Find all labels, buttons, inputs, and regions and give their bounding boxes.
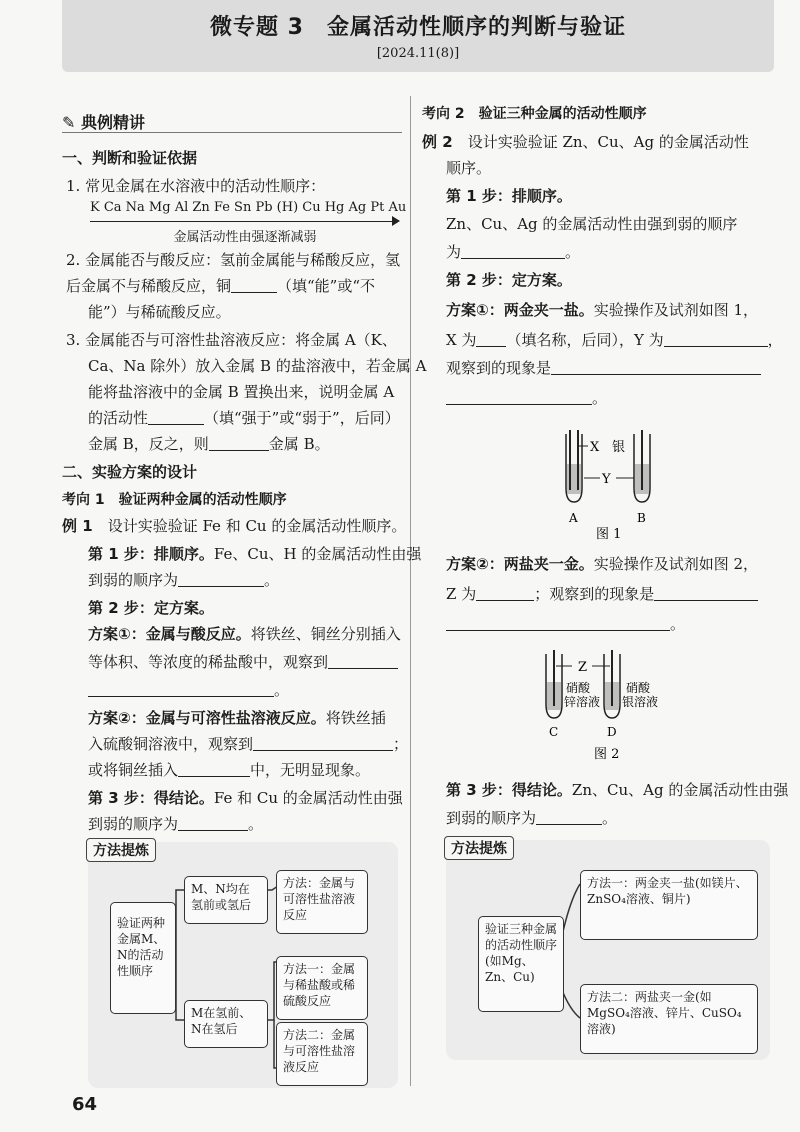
planB-text-3: 或将铜丝插入 — [88, 761, 179, 779]
fig1-caption: 图 1 — [596, 527, 622, 540]
ex2-step2: 第 2 步：定方案。 — [446, 271, 572, 289]
planB-line3 — [88, 760, 370, 780]
mindmap-leaf-2: 方法一：金属与稀盐酸或稀硫酸反应 — [276, 956, 368, 1020]
test-tube-c — [546, 650, 562, 718]
fig2-z-label: Z — [578, 660, 588, 675]
answer-blank[interactable] — [148, 408, 204, 425]
page-number: 64 — [72, 1094, 98, 1115]
example2-label: 例 2 — [422, 133, 453, 151]
plan1-end: 。 — [592, 389, 608, 407]
planA-end: 。 — [274, 681, 290, 699]
item3-line1: 3. 金属能否与可溶性盐溶液反应：将金属 A（K、 — [66, 331, 397, 349]
mindmap-leaf-1: 方法：金属与可溶性盐溶液反应 — [276, 870, 368, 934]
fig2-solution-c-1: 硝酸 — [566, 681, 591, 695]
item2-line3: 能”）与稀硫酸反应。 — [88, 303, 231, 321]
planB-line1 — [88, 708, 386, 728]
section-heading — [62, 110, 402, 133]
ex1-step1 — [88, 544, 421, 564]
fig1-y-label: Y — [602, 472, 611, 487]
part2-title: 二、实验方案的设计 — [62, 463, 198, 481]
plan2-line3 — [446, 614, 685, 634]
mindmap-branch-2: M在氢前、N在氢后 — [184, 1000, 268, 1048]
ex1-step3 — [88, 788, 403, 808]
answer-blank[interactable] — [551, 358, 761, 375]
item3-text-b: （填“强于”或“弱于”，后同） — [204, 409, 400, 427]
answer-blank[interactable] — [178, 570, 264, 587]
example1 — [62, 516, 406, 536]
column-divider — [410, 96, 411, 1086]
fig1-x-label: X — [590, 440, 600, 455]
section-heading-text: 典例精讲 — [80, 113, 145, 132]
answer-blank[interactable] — [178, 760, 250, 777]
step1-text-2: 到弱的顺序为 — [88, 571, 179, 589]
plan1-text-c: 观察到的现象是 — [446, 359, 552, 377]
ex2-step3 — [446, 780, 788, 800]
page-title: 微专题 3 金属活动性顺序的判断与验证 — [210, 15, 626, 40]
plan2-line2 — [446, 584, 758, 604]
ex2-step3-end: 。 — [602, 809, 618, 827]
planA-line1 — [88, 624, 401, 644]
step1-label: 第 1 步：排顺序。 — [88, 545, 214, 563]
ex2-step1-line1: Zn、Cu、Ag 的金属活动性由强到弱的顺序 — [446, 215, 738, 233]
fig2-solution-d-1: 硝酸 — [626, 681, 651, 695]
example2-line2: 顺序。 — [446, 159, 492, 177]
ex2-step1-end: 。 — [565, 243, 581, 261]
step3-text: Fe 和 Cu 的金属活动性由强 — [213, 789, 403, 807]
figure-1 — [540, 428, 690, 540]
item2-line2 — [66, 276, 375, 296]
planA-line3 — [88, 680, 289, 700]
step1-end: 。 — [264, 571, 280, 589]
item2-text-b: （填“能”或“不 — [277, 277, 376, 295]
planB-text-2: 入硫酸铜溶液中，观察到 — [88, 735, 254, 753]
answer-blank[interactable] — [88, 680, 274, 697]
test-tube-d — [604, 650, 620, 718]
test-tube-a — [566, 430, 582, 502]
kao2-title: 考向 2 验证三种金属的活动性顺序 — [422, 106, 647, 122]
method-tag-left: 方法提炼 — [86, 838, 156, 862]
step1-text: Fe、Cu、H 的金属活动性由强 — [213, 545, 422, 563]
answer-blank[interactable] — [664, 330, 768, 347]
example1-label: 例 1 — [62, 517, 93, 535]
plan2-end: 。 — [670, 615, 686, 633]
step3-text-2: 到弱的顺序为 — [88, 815, 179, 833]
planB-text: 将铁丝插 — [325, 709, 386, 727]
answer-blank[interactable] — [446, 614, 670, 631]
plan2-label: 方案②：两盐夹一金。 — [446, 555, 594, 573]
fig1-tube-a-label: A — [569, 511, 578, 525]
answer-blank[interactable] — [253, 734, 393, 751]
answer-blank[interactable] — [178, 814, 248, 831]
part1-title: 一、判断和验证依据 — [62, 149, 198, 167]
ex2-step1-text: 为 — [446, 243, 462, 261]
mindmap-root-left: 验证两种金属M、N的活动性顺序 — [110, 902, 176, 1014]
answer-blank[interactable] — [476, 330, 506, 347]
plan1-text-a: X 为 — [446, 331, 477, 349]
planB-line2 — [88, 734, 408, 754]
item3-line3: 能将盐溶液中的金属 B 置换出来，说明金属 A — [88, 383, 395, 401]
example2 — [422, 132, 749, 152]
answer-blank[interactable] — [654, 584, 758, 601]
plan1-line4 — [446, 388, 607, 408]
ex1-step1-line2 — [88, 570, 279, 590]
arrow-head-icon — [392, 216, 400, 226]
example1-text: 设计实验验证 Fe 和 Cu 的金属活动性顺序。 — [107, 517, 407, 535]
answer-blank[interactable] — [328, 652, 398, 669]
mindmap-root-right: 验证三种金属的活动性顺序(如Mg、Zn、Cu) — [478, 916, 564, 1012]
item3-text-d: 金属 B。 — [268, 435, 330, 453]
activity-order: K Ca Na Mg Al Zn Fe Sn Pb (H) Cu Hg Ag Pt Au — [90, 200, 407, 215]
order-caption: 金属活动性由强逐渐减弱 — [173, 230, 317, 245]
example2-text: 设计实验验证 Zn、Cu、Ag 的金属活动性 — [467, 133, 749, 151]
ex2-step3-text-2: 到弱的顺序为 — [446, 809, 537, 827]
planA-line2 — [88, 652, 398, 672]
fig2-solution-c-2: 锌溶液 — [564, 695, 601, 709]
item3-line5 — [88, 434, 330, 454]
mindmap-branch-1: M、N均在氢前或氢后 — [184, 876, 268, 924]
planB-label: 方案②：金属与可溶性盐溶液反应。 — [88, 709, 326, 727]
fig1-silver-label: 银 — [612, 440, 626, 455]
plan2-text: 实验操作及试剂如图 2， — [593, 555, 759, 573]
fig2-tube-c-label: C — [549, 725, 559, 739]
fig2-solution-d-2: 银溶液 — [622, 695, 659, 709]
answer-blank[interactable] — [461, 242, 565, 259]
mindmap-leaf-right-2: 方法二：两盐夹一金(如MgSO₄溶液、锌片、CuSO₄溶液) — [580, 984, 758, 1054]
mindmap-leaf-3: 方法二：金属与可溶性盐溶液反应 — [276, 1022, 368, 1086]
fig2-tube-d-label: D — [607, 725, 617, 739]
ex1-step3-line2 — [88, 814, 263, 834]
plan2-text-b: ；观察到的现象是 — [534, 585, 655, 603]
ex2-step3-line2 — [446, 808, 617, 828]
fig2-caption: 图 2 — [594, 747, 620, 762]
step3-label: 第 3 步：得结论。 — [88, 789, 214, 807]
item3-line2: Ca、Na 除外）放入金属 B 的盐溶液中，若金属 A — [88, 357, 427, 375]
test-tube-b — [634, 430, 650, 502]
item3-text-c: 金属 B，反之，则 — [88, 435, 209, 453]
plan1-text-b: （填名称，后同），Y 为 — [506, 331, 664, 349]
mindmap-leaf-right-1: 方法一：两金夹一盐(如镁片、ZnSO₄溶液、铜片) — [580, 870, 758, 940]
ex2-step1: 第 1 步：排顺序。 — [446, 187, 572, 205]
planB-semicolon: ； — [393, 735, 409, 753]
plan1-label: 方案①：两金夹一盐。 — [446, 301, 594, 319]
plan1-line1 — [446, 300, 758, 320]
ex2-step3-text: Zn、Cu、Ag 的金属活动性由强 — [571, 781, 789, 799]
step3-end: 。 — [248, 815, 264, 833]
ex2-step1-line2 — [446, 242, 580, 262]
pencil-icon: ✎ — [62, 113, 76, 132]
planA-text-2: 等体积、等浓度的稀盐酸中，观察到 — [88, 653, 329, 671]
item2-text-a: 后金属不与稀酸反应，铜 — [66, 277, 232, 295]
plan1-line3 — [446, 358, 761, 378]
figure-2 — [530, 648, 700, 764]
plan1-line2 — [446, 330, 783, 350]
issue-date: [2024.11(8)] — [376, 46, 460, 61]
answer-blank[interactable] — [476, 584, 534, 601]
answer-blank[interactable] — [536, 808, 602, 825]
plan2-text-a: Z 为 — [446, 585, 477, 603]
order-arrow — [90, 221, 395, 222]
ex1-step2: 第 2 步：定方案。 — [88, 599, 214, 617]
method-tag-right: 方法提炼 — [444, 836, 514, 860]
answer-blank[interactable] — [231, 276, 277, 293]
kao1-title: 考向 1 验证两种金属的活动性顺序 — [62, 492, 287, 508]
plan1-text: 实验操作及试剂如图 1， — [593, 301, 759, 319]
planB-text-4: 中，无明显现象。 — [250, 761, 371, 779]
item3-text-a: 的活动性 — [88, 409, 149, 427]
planA-text: 将铁丝、铜丝分别插入 — [250, 625, 401, 643]
ex2-step3-label: 第 3 步：得结论。 — [446, 781, 572, 799]
answer-blank[interactable] — [446, 388, 592, 405]
plan2-line1 — [446, 554, 758, 574]
item1-text: 1. 常见金属在水溶液中的活动性顺序： — [66, 177, 326, 195]
answer-blank[interactable] — [209, 434, 269, 451]
fig1-tube-b-label: B — [637, 511, 646, 525]
item2-line1: 2. 金属能否与酸反应：氢前金属能与稀酸反应，氢 — [66, 251, 401, 269]
plan1-comma: ， — [767, 331, 783, 349]
planA-label: 方案①：金属与酸反应。 — [88, 625, 251, 643]
item3-line4 — [88, 408, 400, 428]
